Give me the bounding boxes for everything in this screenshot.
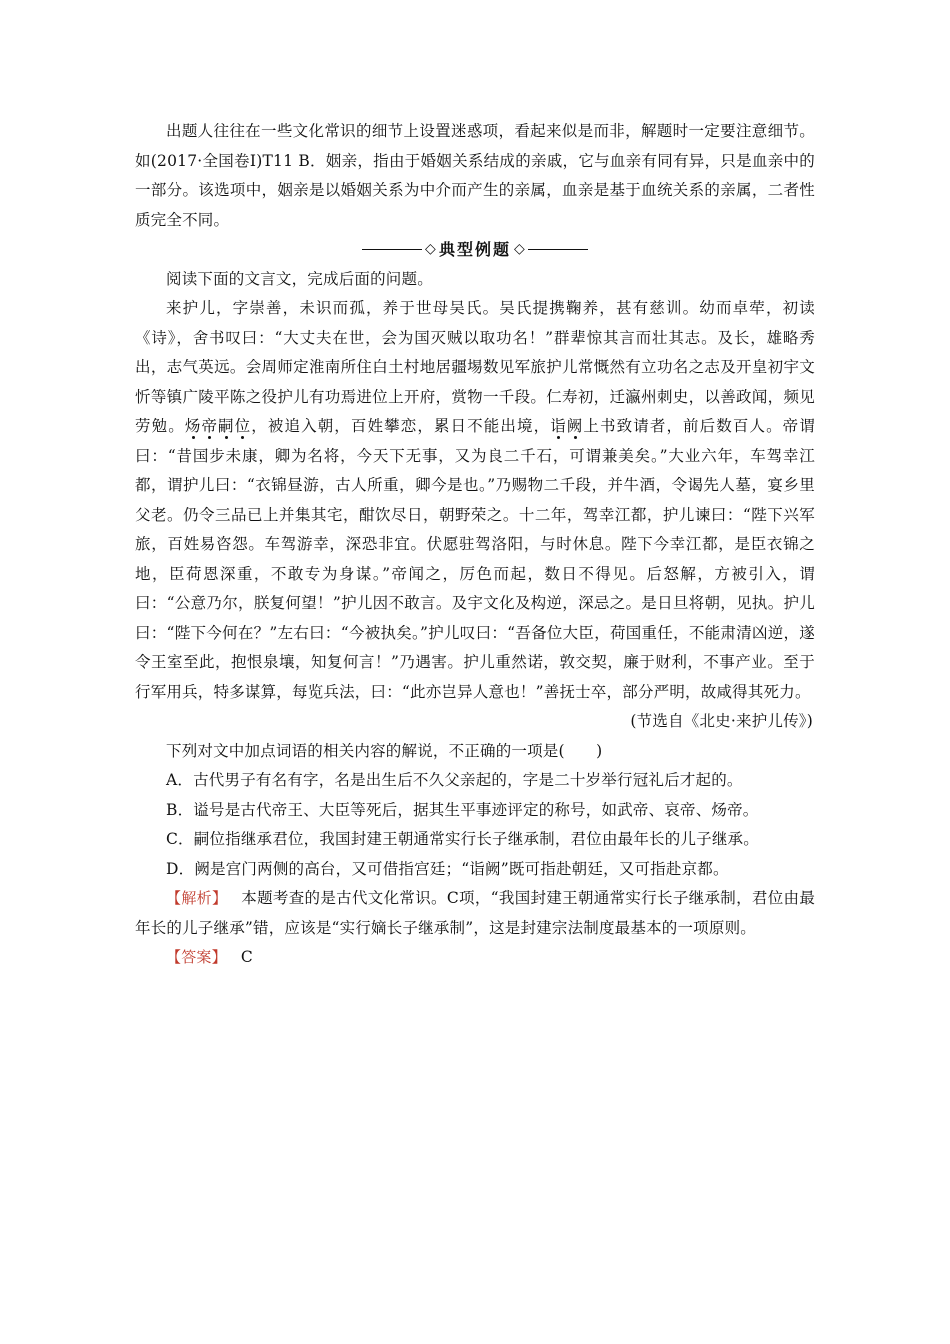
answer-value: C bbox=[240, 948, 253, 966]
diamond-icon: ◇ bbox=[514, 241, 525, 257]
divider-line-left bbox=[362, 249, 422, 250]
dotted-char: 帝 bbox=[201, 417, 219, 435]
question-prompt: 下列对文中加点词语的相关内容的解说，不正确的一项是( ) bbox=[166, 741, 603, 760]
passage-source: (节选自《北史·来护儿传》) bbox=[630, 712, 813, 730]
question-instruction: 阅读下面的文言文，完成后面的问题。 bbox=[166, 269, 433, 288]
dotted-char: 位 bbox=[234, 417, 252, 435]
diamond-icon: ◇ bbox=[425, 241, 436, 257]
dotted-char: 嗣 bbox=[218, 417, 235, 435]
analysis-text: 本题考查的是古代文化常识。C项，“我国封建王朝通常实行长子继承制，君位由最年长的儿子继承”错，应该是“实行嫡长子继承制”，这是封建宗法制度最基本的一项原则。 bbox=[135, 889, 816, 937]
document-content bbox=[135, 117, 815, 973]
dotted-char: 阙 bbox=[566, 417, 584, 435]
option-b: B．谥号是古代帝王、大臣等死后，据其生平事迹评定的称号，如武帝、哀帝、炀帝。 bbox=[166, 800, 759, 819]
analysis-label-text: 解析 bbox=[181, 889, 212, 907]
passage-text: ，被追入朝，百姓攀恋，累日不能出境， bbox=[251, 417, 551, 435]
answer-block bbox=[135, 943, 815, 973]
section-title: 典型例题 bbox=[438, 240, 511, 259]
answer-label-text: 答案 bbox=[181, 948, 212, 966]
dotted-word-siwei bbox=[218, 417, 251, 435]
analysis-block bbox=[135, 884, 815, 943]
option-a: A．古代男子有名有字，名是出生后不久父亲起的，字是二十岁举行冠礼后才起的。 bbox=[166, 771, 743, 789]
section-divider bbox=[135, 235, 815, 265]
divider-line-right bbox=[528, 249, 588, 250]
intro-paragraph: 出题人往往在一些文化常识的细节上设置迷惑项，看起来似是而非，解题时一定要注意细节。如(2017·全国卷Ⅰ)T11 B．姻亲，指由于婚姻关系结成的亲戚，它与血亲有同有异，只是血亲中的一部分。该选项中，姻亲是以婚姻关系为中介而产生的亲属，血亲是基于血统关系的亲属，二者性质完全不同。 bbox=[135, 122, 815, 229]
analysis-label: 【解析】 bbox=[166, 889, 228, 907]
option-d: D．阙是宫门两侧的高台，又可借指宫廷；“诣阙”既可指赴朝廷，又可指赴京都。 bbox=[166, 859, 729, 878]
dotted-word-yangdi bbox=[185, 417, 218, 435]
option-c: C．嗣位指继承君位，我国封建王朝通常实行长子继承制，君位由最年长的儿子继承。 bbox=[166, 830, 759, 848]
passage-text: 上书致请者，前后数百人。帝谓曰：“昔国步未康，卿为名将，今天下无事，又为良二千石，可谓兼美矣。”大业六年，车驾幸江都，谓护儿曰：“衣锦昼游，古人所重，卿今是也。”乃赐物二千段，并牛酒，令谒先人墓，宴乡里父老。仍令三品已上并集其宅，酣饮尽日，朝野荣之。十二年，驾幸江都，护儿谏曰：“陛下兴军旅，百姓易咨怨。车驾游幸，深恐非宜。伏愿驻驾洛阳，与时休息。陛下今幸江都，是臣衣锦之地，臣荷恩深重，不敢专为身谋。”帝闻之，厉色而起，数日不得见。后怒解，方被引入，谓曰：“公意乃尔，朕复何望！”护儿因不敢言。及宇文化及构逆，深忌之。是日旦将朝，见执。护儿曰：“陛下今何在？”左右曰：“今被执矣。”护儿叹曰：“吾备位大臣，荷国重任，不能肃清凶逆，遂令王室至此，抱恨泉壤，知复何言！”乃遇害。护儿重然诺，敦交契，廉于财利，不事产业。至于行军用兵，特多谋算，每览兵法，曰：“此亦岂异人意也！”善抚士卒，部分严明，故咸得其死力。 bbox=[135, 417, 815, 701]
dotted-word bbox=[185, 417, 251, 435]
dotted-char: 诣 bbox=[550, 417, 567, 435]
dotted-char: 炀 bbox=[184, 417, 202, 435]
classical-passage bbox=[135, 294, 815, 707]
passage-text: 来护儿，字崇善，未识而孤，养于世母吴氏。吴氏提携鞠养，甚有慈训。幼而卓荦，初读《诗》，舍书叹曰：“大丈夫在世，会为国灭贼以取功名！”群辈惊其言而壮其志。及长，雄略秀出，志气英远。会周师定淮南所住白土村地居疆埸数见军旅护儿常慨然有立功名之志及开皇初宇文忻等镇广陵平陈之役护儿有功焉进位上开府，赏物一千段。仁寿初，迁瀛州刺史，以善政闻，频见劳勉。 bbox=[135, 299, 815, 435]
dotted-word-yique bbox=[550, 417, 583, 435]
answer-label: 【答案】 bbox=[166, 948, 227, 966]
